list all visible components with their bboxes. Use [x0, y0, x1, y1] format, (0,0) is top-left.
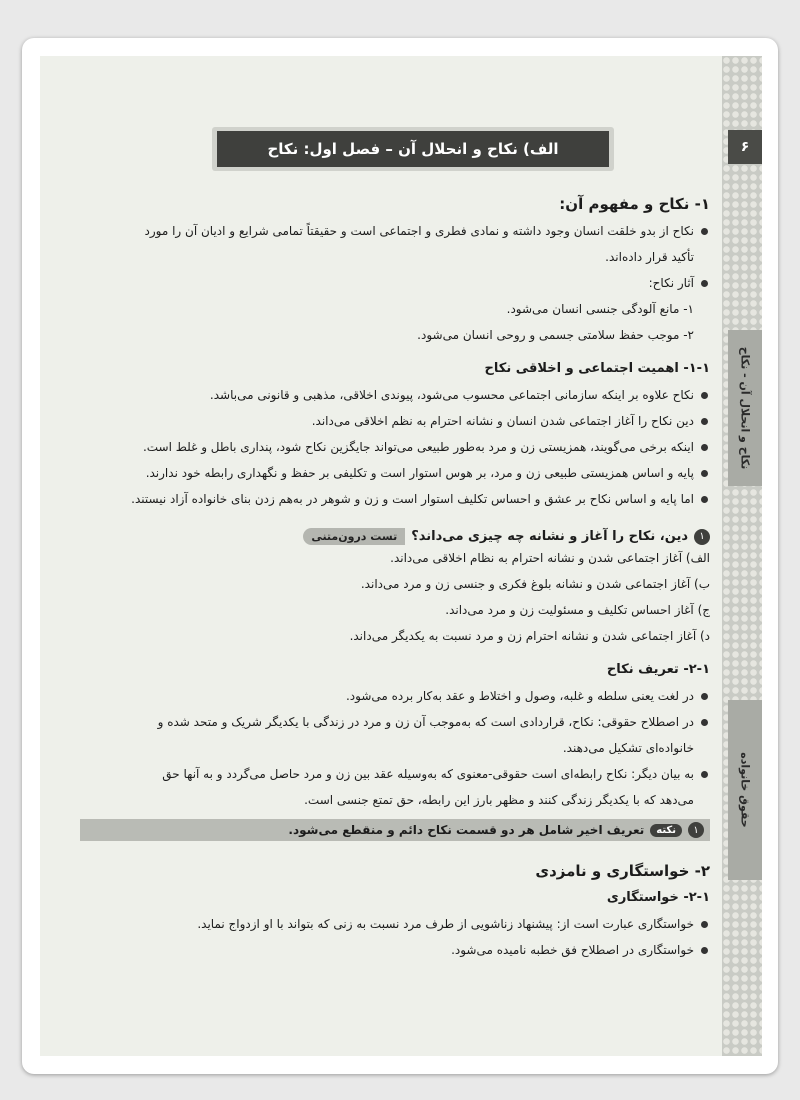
bullet-text: به بیان دیگر: نکاح رابطه‌ای است حقوقی-معنوی که به‌وسیله عقد بین زن و مرد حاصل می‌گردد و به آنها حق	[162, 767, 694, 781]
bullet-text: در لغت یعنی سلطه و غلبه، وصول و اختلاط و عقد به‌کار برده می‌شود.	[345, 689, 694, 703]
book-tab	[728, 700, 762, 880]
bullet-text: خواستگاری عبارت است از: پیشنهاد زناشویی از طرف مرد نسبت به زنی که بتواند با او ازدواج نماید.	[197, 917, 694, 931]
bullet-item	[80, 709, 710, 761]
chapter-tab	[728, 330, 762, 486]
bullet-item	[80, 434, 710, 460]
effect-item: ۱- مانع آلودگی جنسی انسان می‌شود.	[506, 302, 694, 316]
bullet-icon	[701, 470, 708, 477]
quiz-question: دین، نکاح را آغاز و نشانه چه چیزی می‌داند؟	[411, 529, 688, 544]
bullet-text: در اصطلاح حقوقی: نکاح، قراردادی است که به‌موجب آن زن و مرد در زندگی با یکدیگر شریک و متحد شده و	[157, 715, 694, 729]
bullet-icon	[701, 771, 708, 778]
bullet-text: پایه و اساس همزیستی طبیعی زن و مرد، بر هوس استوار است و تکلیفی بر حفظ و نگهداری رابطه خود ندارند.	[145, 466, 694, 480]
page-number: ۶	[728, 130, 762, 164]
section-heading: ۱- نکاح و مفهوم آن:	[559, 195, 710, 213]
bullet-icon	[701, 496, 708, 503]
bullet-icon	[701, 418, 708, 425]
bullet-item	[80, 486, 710, 512]
note-text: تعریف اخیر شامل هر دو قسمت نکاح دائم و منقطع می‌شود.	[288, 823, 645, 837]
bullet-text: آثار نکاح:	[648, 276, 694, 290]
chapter-tab-label: نکاح و انحلال آن - نکاح	[738, 346, 752, 470]
dotted-side-strip	[722, 56, 762, 1056]
note-label: نکته	[650, 824, 682, 837]
bullet-icon	[701, 392, 708, 399]
bullet-item	[80, 382, 710, 408]
bullet-item	[80, 408, 710, 434]
bullet-icon	[701, 693, 708, 700]
bullet-text-cont: می‌دهد که با یکدیگر زندگی کنند و مظهر بارز این رابطه، حق تمتع جنسی است.	[304, 793, 694, 807]
bullet-icon	[701, 921, 708, 928]
bullet-icon	[701, 947, 708, 954]
effect-item: ۲- موجب حفظ سلامتی جسمی و روحی انسان می‌شود.	[417, 328, 694, 342]
bullet-item	[80, 270, 710, 296]
quiz-option: ج) آغاز احساس تکلیف و مسئولیت زن و مرد می‌داند.	[445, 603, 710, 617]
bullet-text: اما پایه و اساس نکاح بر عشق و احساس تکلیف استوار است و زن و شوهر در به‌هم زدن بنای خانواده آزاد نیستند.	[131, 492, 694, 506]
section-heading: ۲- خواستگاری و نامزدی	[535, 862, 710, 880]
bullet-text: نکاح از بدو خلقت انسان وجود داشته و نمادی فطری و اجتماعی است و حقیقتاً تمامی شرایع و ادیان آن را مورد	[144, 224, 694, 238]
quiz-option: الف) آغاز اجتماعی شدن و نشانه احترام به نظام اخلاقی می‌داند.	[390, 551, 710, 565]
bullet-item	[80, 460, 710, 486]
bullet-icon	[701, 280, 708, 287]
quiz-header	[80, 528, 710, 545]
quiz-number-badge: ۱	[694, 529, 710, 545]
bullet-item	[80, 761, 710, 813]
bullet-icon	[701, 719, 708, 726]
chapter-title: الف) نکاح و انحلال آن – فصل اول: نکاح	[217, 131, 609, 167]
note-bar	[80, 819, 710, 841]
bullet-item	[80, 683, 710, 709]
bullet-text: خواستگاری در اصطلاح فق خطبه نامیده می‌شود.	[451, 943, 694, 957]
chapter-title-box	[212, 127, 614, 171]
bullet-text: دین نکاح را آغاز اجتماعی شدن انسان و نشانه احترام به نظم اخلاقی می‌داند.	[311, 414, 694, 428]
bullet-item	[80, 218, 710, 270]
bullet-item	[80, 937, 710, 963]
bullet-text: اینکه برخی می‌گویند، همزیستی زن و مرد به‌طور طبیعی می‌تواند جایگزین نکاح شود، پنداری باطل و غلط است.	[142, 440, 694, 454]
quiz-option: د) آغاز اجتماعی شدن و نشانه احترام زن و مرد نسبت به یکدیگر می‌داند.	[349, 629, 710, 643]
bullet-icon	[701, 228, 708, 235]
subsection-heading: ۱-۱- اهمیت اجتماعی و اخلاقی نکاح	[484, 361, 710, 376]
note-number-badge: ۱	[688, 822, 704, 838]
quiz-option: ب) آغاز اجتماعی شدن و نشانه بلوغ فکری و جنسی زن و مرد می‌داند.	[360, 577, 710, 591]
bullet-text-cont: خانواده‌ای تشکیل می‌دهند.	[562, 741, 694, 755]
bullet-item	[80, 911, 710, 937]
subsection-heading: ۲-۱- خواستگاری	[606, 890, 710, 905]
book-tab-label: حقوق خانواده	[738, 752, 752, 828]
bullet-text-cont: تأکید قرار داده‌اند.	[605, 250, 694, 264]
page-content	[80, 190, 710, 963]
bullet-icon	[701, 444, 708, 451]
subsection-heading: ۲-۱- تعریف نکاح	[606, 662, 710, 677]
bullet-text: نکاح علاوه بر اینکه سازمانی اجتماعی محسوب می‌شود، پیوندی اخلاقی، مذهبی و قانونی می‌باشد.	[209, 388, 694, 402]
quiz-label: تست درون‌متنی	[303, 528, 405, 545]
